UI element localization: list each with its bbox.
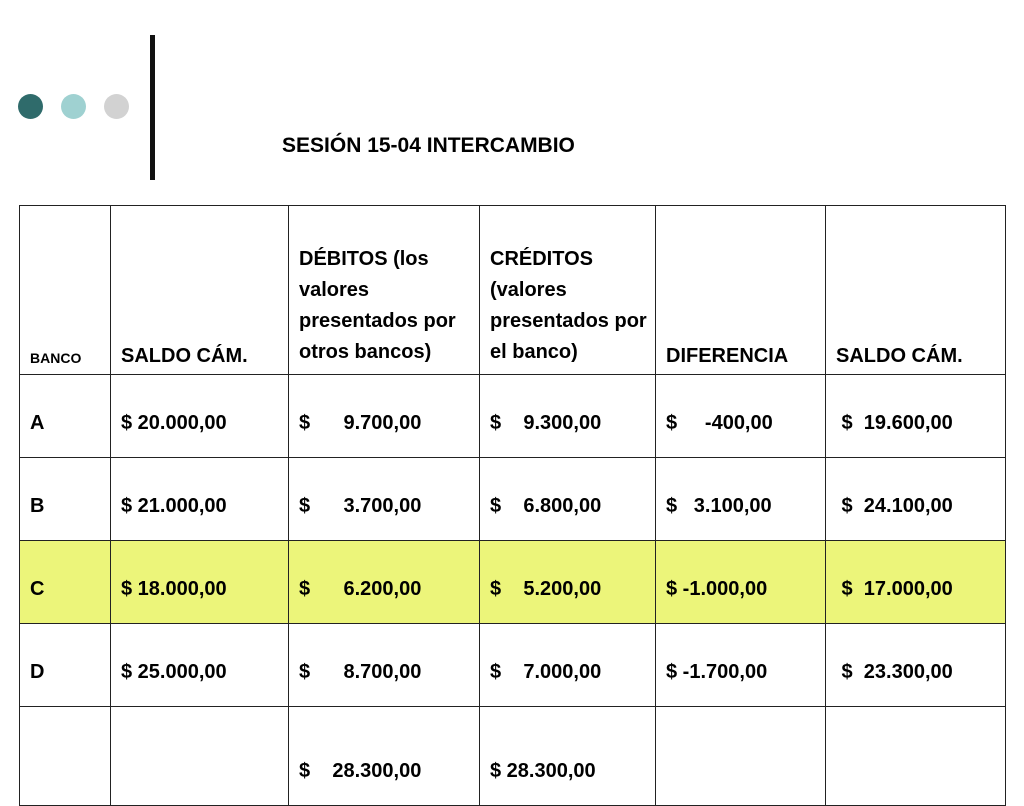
- cell-debitos: $ 8.700,00: [289, 624, 480, 707]
- cell-diferencia: $ -400,00: [656, 375, 826, 458]
- cell-diferencia: $ 3.100,00: [656, 458, 826, 541]
- header-saldo-inicial: SALDO CÁM.: [111, 206, 289, 375]
- cell-creditos: $ 9.300,00: [480, 375, 656, 458]
- cell-saldo-inicial: $ 18.000,00: [111, 541, 289, 624]
- total-banco: [20, 707, 111, 806]
- cell-banco: C: [20, 541, 111, 624]
- table-row-c-highlighted: [20, 541, 1006, 624]
- cell-saldo-inicial: $ 21.000,00: [111, 458, 289, 541]
- cell-creditos: $ 5.200,00: [480, 541, 656, 624]
- header-saldo-final: SALDO CÁM.: [826, 206, 1006, 375]
- cell-banco: A: [20, 375, 111, 458]
- total-debitos: $ 28.300,00: [289, 707, 480, 806]
- table-row-b: [20, 458, 1006, 541]
- header-debitos: DÉBITOS (los valores presentados por otros bancos): [289, 206, 480, 375]
- table-row-a: [20, 375, 1006, 458]
- cell-saldo-final: $ 17.000,00: [826, 541, 1006, 624]
- cell-diferencia: $ -1.700,00: [656, 624, 826, 707]
- total-creditos: $ 28.300,00: [480, 707, 656, 806]
- cell-saldo-final: $ 24.100,00: [826, 458, 1006, 541]
- cell-creditos: $ 6.800,00: [480, 458, 656, 541]
- cell-debitos: $ 9.700,00: [289, 375, 480, 458]
- cell-diferencia: $ -1.000,00: [656, 541, 826, 624]
- cell-banco: B: [20, 458, 111, 541]
- cell-saldo-inicial: $ 20.000,00: [111, 375, 289, 458]
- cell-saldo-inicial: $ 25.000,00: [111, 624, 289, 707]
- table-totals-row: [20, 707, 1006, 806]
- total-saldo-inicial: [111, 707, 289, 806]
- cell-saldo-final: $ 19.600,00: [826, 375, 1006, 458]
- decor-dot-gray: [104, 94, 129, 119]
- decor-vertical-line: [150, 35, 155, 180]
- header-banco: BANCO: [20, 206, 111, 375]
- decor-dot-dark: [18, 94, 43, 119]
- decor-dot-light: [61, 94, 86, 119]
- header-diferencia: DIFERENCIA: [656, 206, 826, 375]
- cell-saldo-final: $ 23.300,00: [826, 624, 1006, 707]
- header-creditos: CRÉDITOS (valores presentados por el banco): [480, 206, 656, 375]
- cell-debitos: $ 6.200,00: [289, 541, 480, 624]
- cell-creditos: $ 7.000,00: [480, 624, 656, 707]
- cell-debitos: $ 3.700,00: [289, 458, 480, 541]
- table-row-d: [20, 624, 1006, 707]
- total-diferencia: [656, 707, 826, 806]
- slide-title: SESIÓN 15-04 INTERCAMBIO: [282, 134, 575, 157]
- total-saldo-final: [826, 707, 1006, 806]
- cell-banco: D: [20, 624, 111, 707]
- interchange-table: [19, 205, 1006, 806]
- table-header-row: [20, 206, 1006, 375]
